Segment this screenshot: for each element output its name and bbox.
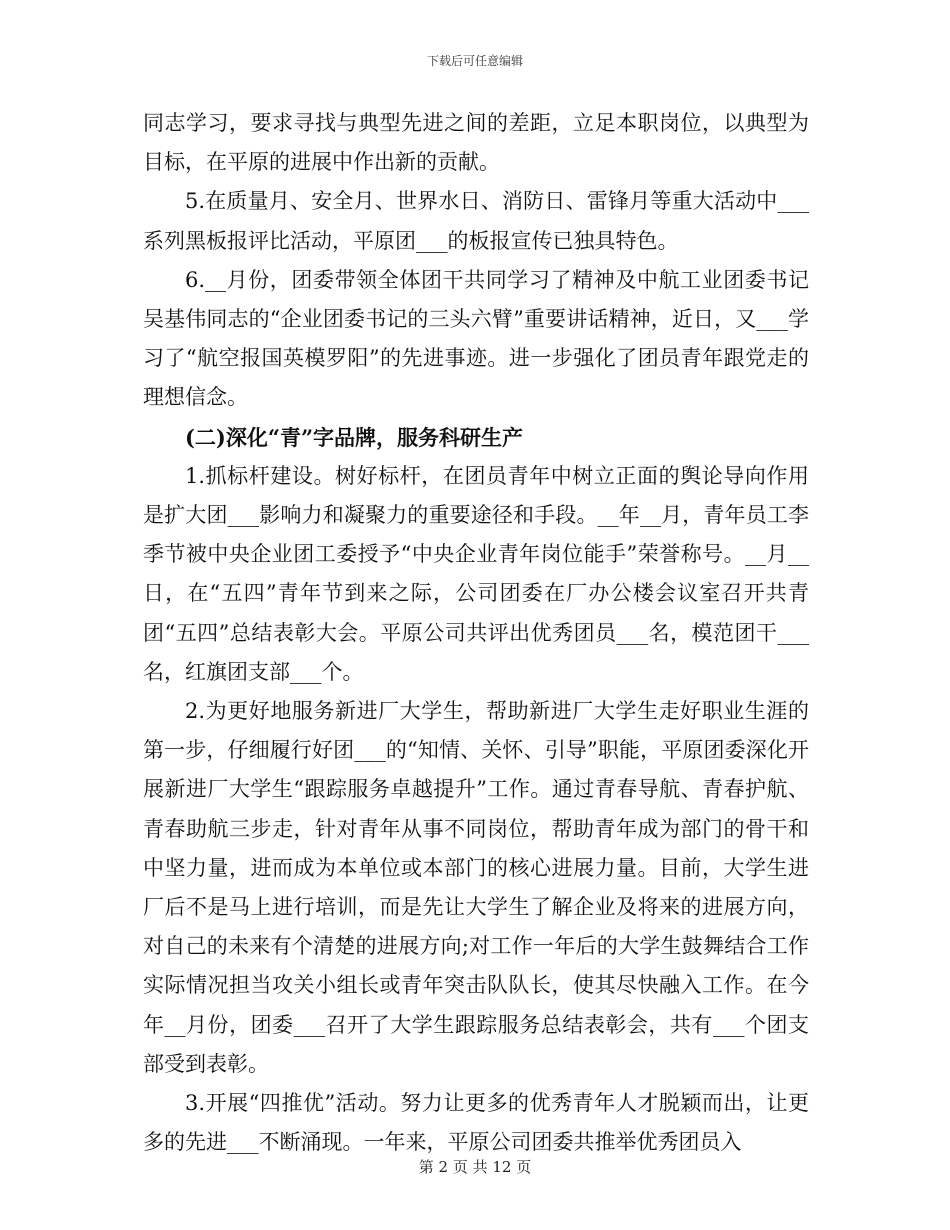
section-heading: (二)深化“青”字品牌，服务科研生产 xyxy=(185,424,524,450)
page-header: 下载后可任意编辑 xyxy=(426,54,523,68)
paragraph-item-3: 3.开展“四推优”活动。努力让更多的优秀青年人才脱颖而出，让更多的先进___不断涌现。一年来，平原公司团委共推举优秀团员入 xyxy=(143,1091,809,1155)
document-body xyxy=(143,104,809,1162)
paragraph-item-1: 1.抓标杆建设。树好标杆，在团员青年中树立正面的舆论导向作用是扩大团___影响力和凝聚力的重要途径和手段。__年__月，青年员工李季节被中央企业团工委授予“中央企业青年岗位能手”荣誉称号。__月__日，在“五四”青年节到来之际，公司团委在厂办公楼会议室召开共青团“五四”总结表彰大会。平原公司共评出优秀团员___名，模范团干___名，红旗团支部___个。 xyxy=(143,463,809,684)
page-footer: 第 2 页 共 12 页 xyxy=(418,1158,532,1176)
paragraph-continuation: 同志学习，要求寻找与典型先进之间的差距，立足本职岗位，以典型为目标，在平原的进展中作出新的贡献。 xyxy=(143,111,809,175)
paragraph-item-5: 5.在质量月、安全月、世界水日、消防日、雷锋月等重大活动中___系列黑板报评比活动，平原团___的板报宣传已独具特色。 xyxy=(143,189,809,253)
paragraph-item-6: 6.__月份，团委带领全体团干共同学习了精神及中航工业团委书记吴基伟同志的“企业团委书记的三头六臂”重要讲话精神，近日，又___学习了“航空报国英模罗阳”的先进事迹。进一步强化了团员青年跟党走的理想信念。 xyxy=(143,267,809,410)
paragraph-item-2: 2.为更好地服务新进厂大学生，帮助新进厂大学生走好职业生涯的第一步，仔细履行好团___的“知情、关怀、引导”职能，平原团委深化开展新进厂大学生“跟踪服务卓越提升”工作。通过青春导航、青春护航、青春助航三步走，针对青年从事不同岗位，帮助青年成为部门的骨干和中坚力量，进而成为本单位或本部门的核心进展力量。目前，大学生进厂后不是马上进行培训，而是先让大学生了解企业及将来的进展方向，对自己的未来有个清楚的进展方向;对工作一年后的大学生鼓舞结合工作实际情况担当攻关小组长或青年突击队队长，使其尽快融入工作。在今年__月份，团委___召开了大学生跟踪服务总结表彰会，共有___个团支部受到表彰。 xyxy=(143,699,809,1076)
